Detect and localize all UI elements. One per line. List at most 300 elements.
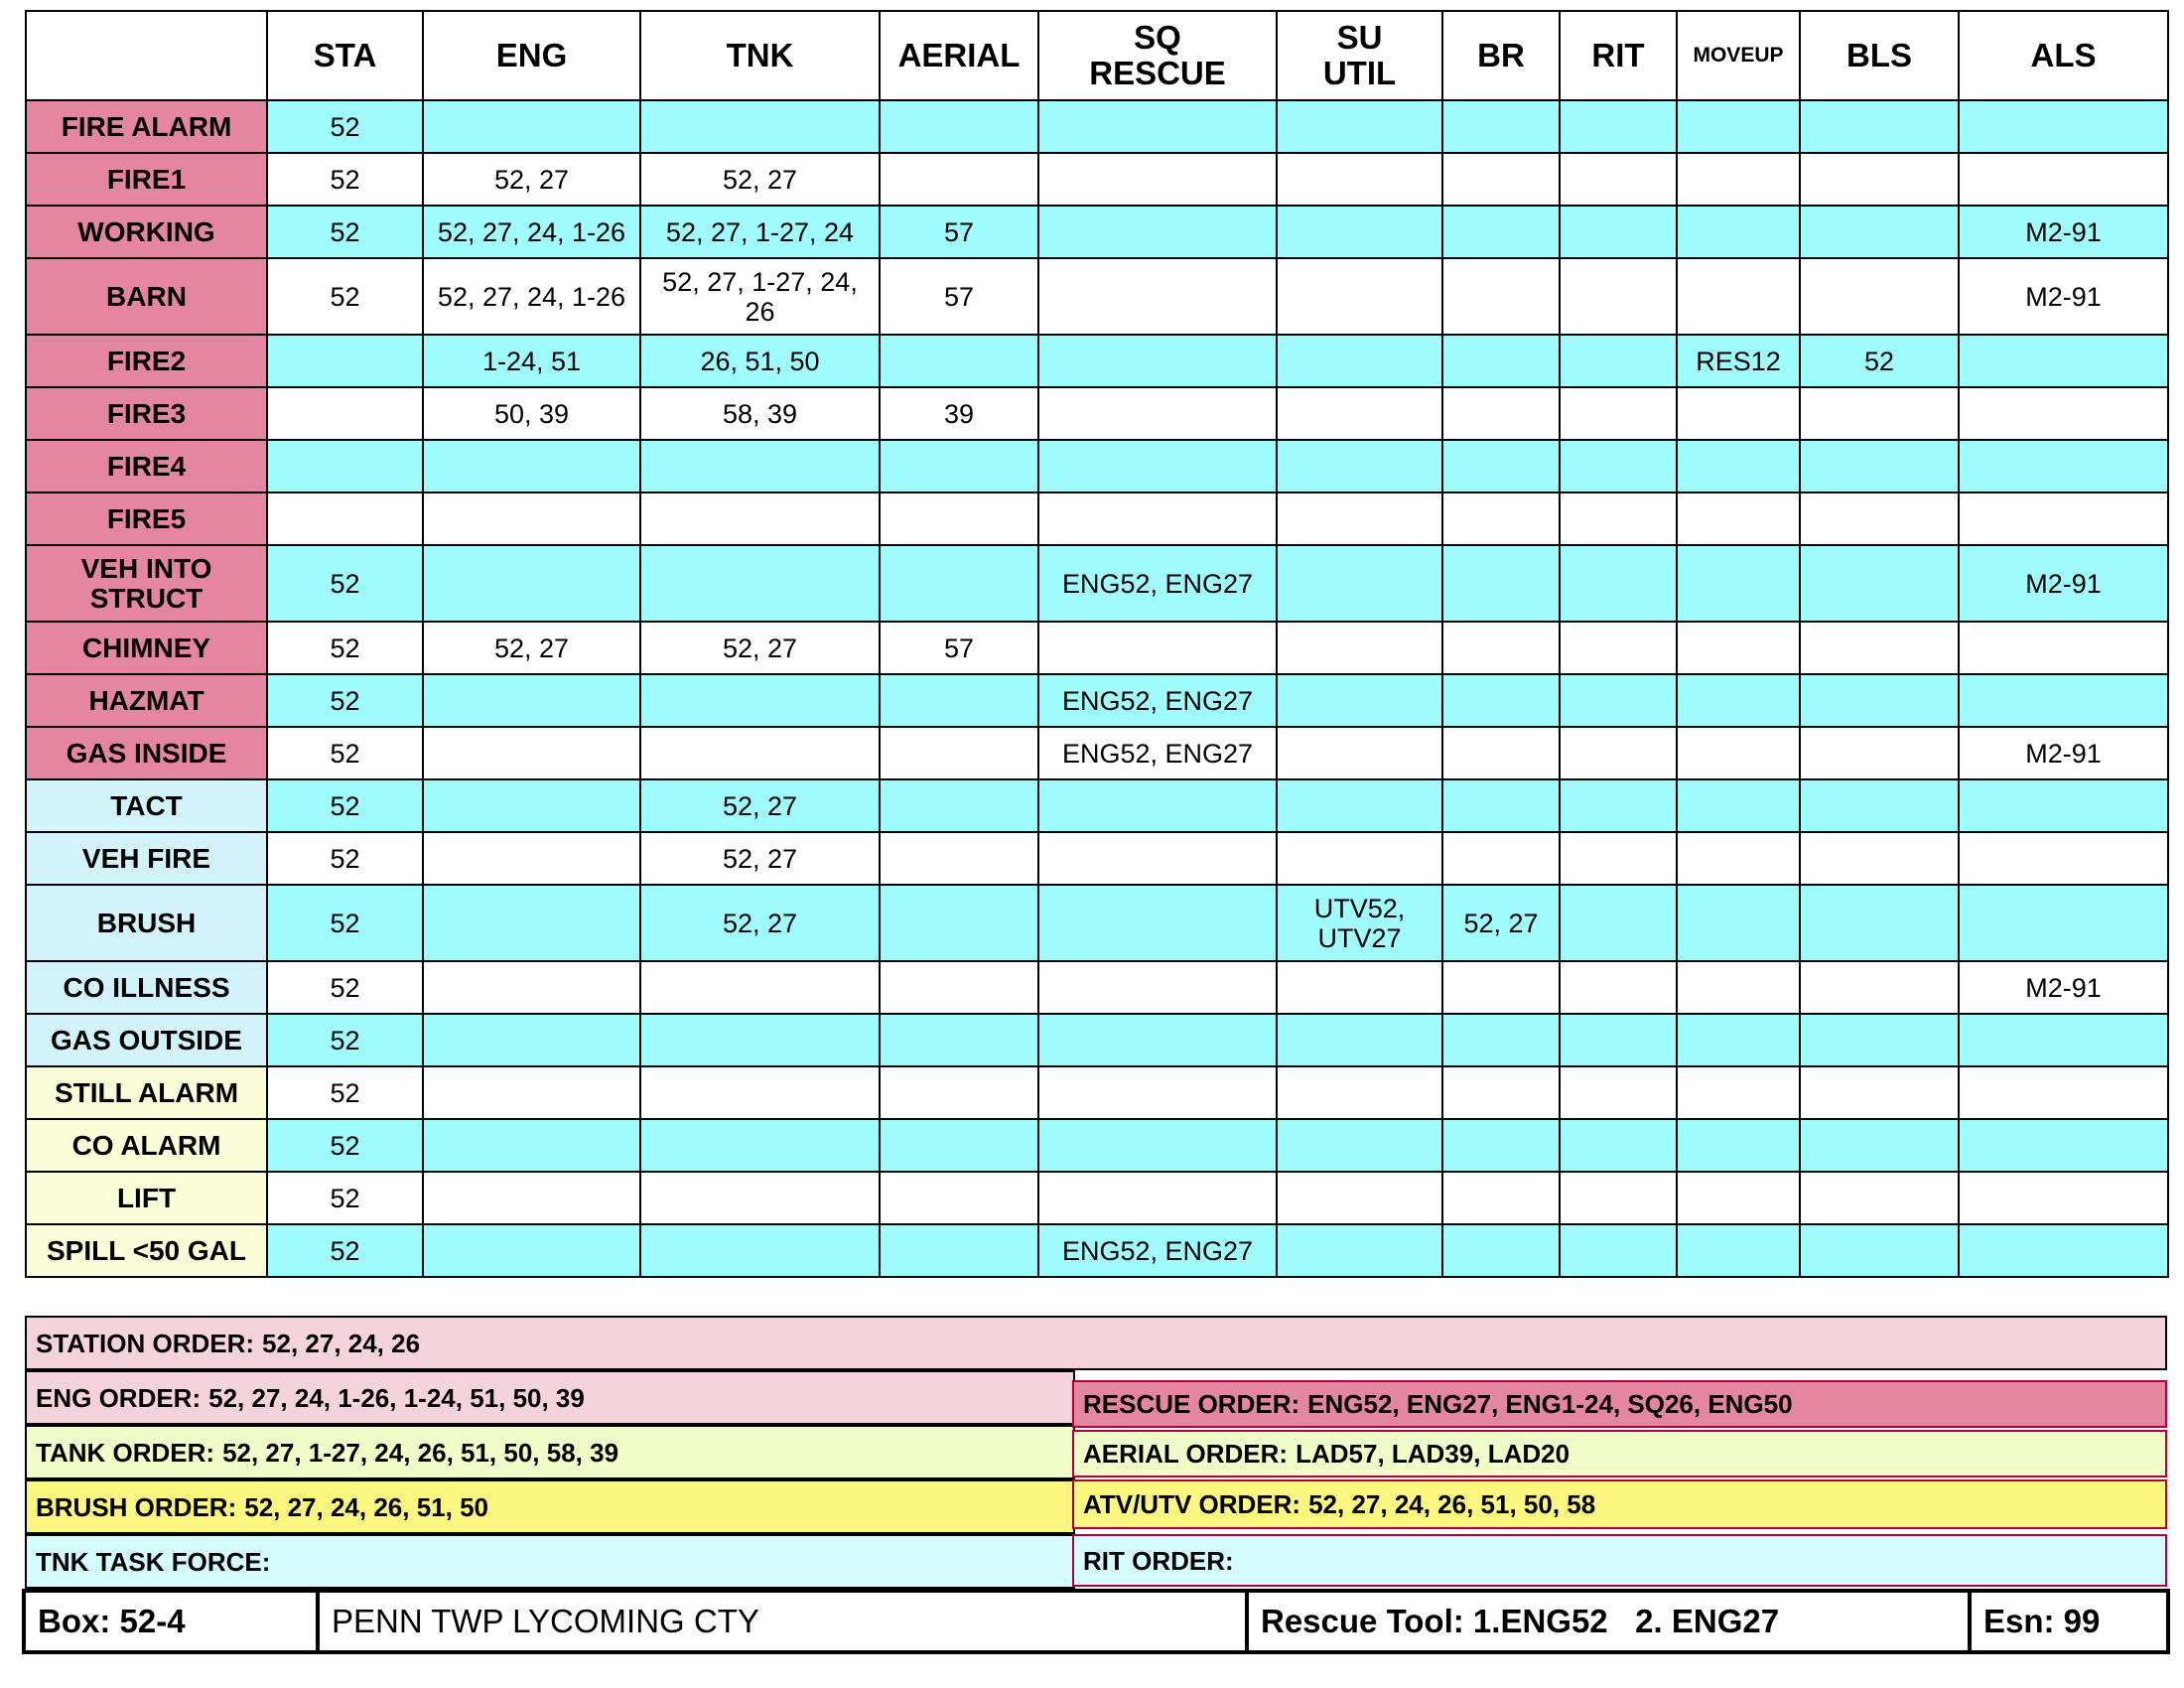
cell-moveup: [1677, 1224, 1800, 1277]
cell-rit: [1560, 1224, 1677, 1277]
cell-aerial: [880, 1119, 1038, 1172]
cell-eng: [423, 100, 640, 153]
cell-aerial: [880, 674, 1038, 727]
cell-sq: [1038, 1172, 1277, 1224]
cell-sq: [1038, 440, 1277, 492]
cell-sq: [1038, 206, 1277, 258]
cell-bls: [1800, 492, 1959, 545]
cell-bls: [1800, 387, 1959, 440]
cell-tnk: [640, 1119, 880, 1172]
cell-bls: [1800, 885, 1959, 961]
cell-sq: [1038, 961, 1277, 1014]
cell-sq: [1038, 100, 1277, 153]
station-order-label: STATION ORDER:: [36, 1328, 255, 1358]
cell-moveup: [1677, 727, 1800, 779]
cell-rit: [1560, 832, 1677, 885]
cell-moveup: [1677, 779, 1800, 832]
cell-tnk: 52, 27: [640, 622, 880, 674]
cell-sq: [1038, 779, 1277, 832]
cell-moveup: [1677, 440, 1800, 492]
cell-rit: [1560, 674, 1677, 727]
cell-br: [1442, 674, 1560, 727]
row-label: CO ILLNESS: [26, 961, 267, 1014]
station-order: [25, 1316, 2167, 1370]
table-row: [26, 1119, 2168, 1172]
cell-tnk: 52, 27: [640, 885, 880, 961]
table-row: [26, 1172, 2168, 1224]
cell-br: [1442, 779, 1560, 832]
cell-moveup: [1677, 492, 1800, 545]
cell-su: [1277, 206, 1442, 258]
tnk-task-force: [25, 1534, 1075, 1589]
table-row: [26, 492, 2168, 545]
cell-tnk: [640, 545, 880, 622]
station-order-value: 52, 27, 24, 26: [262, 1328, 421, 1358]
cell-rit: [1560, 153, 1677, 206]
table-row: [26, 832, 2168, 885]
cell-sq: [1038, 258, 1277, 335]
cell-als: M2-91: [1959, 961, 2168, 1014]
cell-aerial: 57: [880, 622, 1038, 674]
cell-als: [1959, 674, 2168, 727]
cell-moveup: [1677, 832, 1800, 885]
header-rit: RIT: [1560, 11, 1677, 100]
cell-rit: [1560, 779, 1677, 832]
cell-br: [1442, 727, 1560, 779]
cell-aerial: 57: [880, 258, 1038, 335]
cell-sq: [1038, 1014, 1277, 1066]
row-label: VEH FIRE: [26, 832, 267, 885]
cell-rit: [1560, 206, 1677, 258]
cell-su: [1277, 258, 1442, 335]
cell-als: [1959, 100, 2168, 153]
row-label: SPILL <50 GAL: [26, 1224, 267, 1277]
cell-eng: 52, 27: [423, 622, 640, 674]
cell-br: [1442, 1066, 1560, 1119]
header-bls: BLS: [1800, 11, 1959, 100]
cell-br: [1442, 1224, 1560, 1277]
tank-order: [25, 1425, 1075, 1479]
cell-als: [1959, 335, 2168, 387]
cell-bls: [1800, 1066, 1959, 1119]
header-als: ALS: [1959, 11, 2168, 100]
rescue-tool: Rescue Tool: 1.ENG52 2. ENG27: [1245, 1593, 1968, 1650]
table-row: [26, 727, 2168, 779]
row-label: CHIMNEY: [26, 622, 267, 674]
cell-moveup: [1677, 387, 1800, 440]
cell-rit: [1560, 387, 1677, 440]
row-label: CO ALARM: [26, 1119, 267, 1172]
cell-eng: [423, 1172, 640, 1224]
cell-su: [1277, 1119, 1442, 1172]
cell-bls: [1800, 206, 1959, 258]
cell-su: [1277, 100, 1442, 153]
cell-als: [1959, 622, 2168, 674]
header-su-util: SU UTIL: [1277, 11, 1442, 100]
brush-order-label: BRUSH ORDER:: [36, 1491, 237, 1522]
cell-sq: ENG52, ENG27: [1038, 1224, 1277, 1277]
rescue-order-label: RESCUE ORDER:: [1083, 1389, 1300, 1419]
cell-sta: 52: [267, 961, 423, 1014]
cell-bls: [1800, 153, 1959, 206]
cell-eng: [423, 961, 640, 1014]
cell-moveup: [1677, 206, 1800, 258]
area-name: PENN TWP LYCOMING CTY: [316, 1593, 1245, 1650]
cell-su: [1277, 492, 1442, 545]
cell-br: [1442, 258, 1560, 335]
cell-eng: [423, 727, 640, 779]
cell-eng: 52, 27, 24, 1-26: [423, 206, 640, 258]
footer-bar: [22, 1589, 2170, 1654]
row-label: WORKING: [26, 206, 267, 258]
table-row: [26, 961, 2168, 1014]
cell-als: [1959, 1172, 2168, 1224]
cell-br: [1442, 206, 1560, 258]
cell-sta: 52: [267, 1172, 423, 1224]
cell-bls: 52: [1800, 335, 1959, 387]
cell-br: [1442, 440, 1560, 492]
cell-moveup: [1677, 100, 1800, 153]
row-label: FIRE4: [26, 440, 267, 492]
cell-sta: 52: [267, 1119, 423, 1172]
eng-order-label: ENG ORDER:: [36, 1382, 202, 1413]
row-label: HAZMAT: [26, 674, 267, 727]
table-row: [26, 779, 2168, 832]
cell-als: [1959, 387, 2168, 440]
cell-als: [1959, 1066, 2168, 1119]
cell-bls: [1800, 832, 1959, 885]
cell-als: M2-91: [1959, 206, 2168, 258]
cell-rit: [1560, 492, 1677, 545]
cell-bls: [1800, 727, 1959, 779]
cell-br: [1442, 622, 1560, 674]
cell-bls: [1800, 440, 1959, 492]
cell-sq: ENG52, ENG27: [1038, 727, 1277, 779]
cell-rit: [1560, 1172, 1677, 1224]
cell-tnk: 52, 27: [640, 832, 880, 885]
cell-als: [1959, 885, 2168, 961]
cell-aerial: [880, 492, 1038, 545]
cell-su: [1277, 622, 1442, 674]
cell-sta: [267, 387, 423, 440]
table-row: [26, 622, 2168, 674]
cell-sta: 52: [267, 1066, 423, 1119]
cell-aerial: [880, 1066, 1038, 1119]
cell-rit: [1560, 545, 1677, 622]
row-label: FIRE5: [26, 492, 267, 545]
cell-rit: [1560, 258, 1677, 335]
cell-eng: 52, 27, 24, 1-26: [423, 258, 640, 335]
cell-rit: [1560, 961, 1677, 1014]
cell-als: [1959, 153, 2168, 206]
aerial-order: [1072, 1430, 2167, 1477]
cell-su: [1277, 153, 1442, 206]
tank-order-value: 52, 27, 1-27, 24, 26, 51, 50, 58, 39: [222, 1437, 619, 1468]
cell-aerial: [880, 727, 1038, 779]
aerial-order-label: AERIAL ORDER:: [1083, 1439, 1289, 1469]
cell-moveup: [1677, 961, 1800, 1014]
cell-als: [1959, 440, 2168, 492]
cell-br: [1442, 1014, 1560, 1066]
cell-tnk: 52, 27, 1-27, 24, 26: [640, 258, 880, 335]
cell-tnk: [640, 440, 880, 492]
cell-sta: [267, 492, 423, 545]
cell-tnk: [640, 492, 880, 545]
cell-tnk: [640, 1172, 880, 1224]
cell-br: [1442, 1172, 1560, 1224]
cell-als: M2-91: [1959, 258, 2168, 335]
cell-moveup: [1677, 1119, 1800, 1172]
cell-bls: [1800, 545, 1959, 622]
table-row: [26, 885, 2168, 961]
cell-moveup: [1677, 1066, 1800, 1119]
cell-br: [1442, 961, 1560, 1014]
header-aerial: AERIAL: [880, 11, 1038, 100]
aerial-order-value: LAD57, LAD39, LAD20: [1296, 1439, 1570, 1469]
cell-br: [1442, 492, 1560, 545]
cell-als: M2-91: [1959, 545, 2168, 622]
cell-br: [1442, 387, 1560, 440]
cell-sta: 52: [267, 885, 423, 961]
cell-br: [1442, 100, 1560, 153]
cell-moveup: [1677, 674, 1800, 727]
cell-tnk: 52, 27, 1-27, 24: [640, 206, 880, 258]
cell-moveup: [1677, 885, 1800, 961]
cell-br: [1442, 1119, 1560, 1172]
cell-aerial: [880, 440, 1038, 492]
cell-rit: [1560, 1014, 1677, 1066]
cell-aerial: 39: [880, 387, 1038, 440]
cell-bls: [1800, 1172, 1959, 1224]
row-label: FIRE1: [26, 153, 267, 206]
cell-sta: 52: [267, 206, 423, 258]
cell-sq: [1038, 492, 1277, 545]
header-eng: ENG: [423, 11, 640, 100]
cell-moveup: [1677, 1172, 1800, 1224]
brush-order-value: 52, 27, 24, 26, 51, 50: [244, 1491, 488, 1522]
header-tnk: TNK: [640, 11, 880, 100]
cell-tnk: [640, 100, 880, 153]
cell-als: [1959, 492, 2168, 545]
table-row: [26, 1224, 2168, 1277]
cell-su: [1277, 961, 1442, 1014]
cell-su: [1277, 335, 1442, 387]
cell-rit: [1560, 885, 1677, 961]
cell-aerial: [880, 1014, 1038, 1066]
cell-sta: 52: [267, 545, 423, 622]
eng-order: [25, 1370, 1075, 1425]
esn-number: Esn: 99: [1968, 1593, 2166, 1650]
cell-als: [1959, 1014, 2168, 1066]
cell-moveup: [1677, 1014, 1800, 1066]
cell-rit: [1560, 335, 1677, 387]
row-label: STILL ALARM: [26, 1066, 267, 1119]
header-sta: STA: [267, 11, 423, 100]
cell-sq: [1038, 1119, 1277, 1172]
cell-eng: 52, 27: [423, 153, 640, 206]
row-label: BARN: [26, 258, 267, 335]
cell-eng: [423, 545, 640, 622]
atv-utv-order-label: ATV/UTV ORDER:: [1083, 1489, 1301, 1519]
cell-sta: 52: [267, 622, 423, 674]
table-row: [26, 545, 2168, 622]
table-row: [26, 1066, 2168, 1119]
row-label: VEH INTO STRUCT: [26, 545, 267, 622]
cell-br: [1442, 153, 1560, 206]
cell-moveup: [1677, 258, 1800, 335]
tnk-task-force-label: TNK TASK FORCE:: [36, 1546, 271, 1577]
cell-su: [1277, 440, 1442, 492]
header-corner: [26, 11, 267, 100]
cell-aerial: [880, 832, 1038, 885]
cell-sq: [1038, 1066, 1277, 1119]
table-row: [26, 674, 2168, 727]
cell-aerial: [880, 1172, 1038, 1224]
row-label: GAS INSIDE: [26, 727, 267, 779]
cell-eng: [423, 885, 640, 961]
rit-order: [1072, 1534, 2167, 1587]
cell-br: [1442, 545, 1560, 622]
cell-sta: [267, 335, 423, 387]
rescue-order-value: ENG52, ENG27, ENG1-24, SQ26, ENG50: [1307, 1389, 1793, 1419]
cell-eng: [423, 832, 640, 885]
cell-sta: [267, 440, 423, 492]
cell-br: [1442, 832, 1560, 885]
cell-moveup: [1677, 545, 1800, 622]
row-label: TACT: [26, 779, 267, 832]
cell-sta: 52: [267, 258, 423, 335]
cell-moveup: RES12: [1677, 335, 1800, 387]
cell-tnk: [640, 1224, 880, 1277]
cell-eng: [423, 779, 640, 832]
row-label: FIRE3: [26, 387, 267, 440]
cell-tnk: [640, 961, 880, 1014]
cell-su: [1277, 674, 1442, 727]
cell-rit: [1560, 440, 1677, 492]
cell-su: [1277, 1224, 1442, 1277]
cell-als: [1959, 779, 2168, 832]
row-label: FIRE2: [26, 335, 267, 387]
cell-br: [1442, 335, 1560, 387]
table-row: [26, 440, 2168, 492]
table-row: [26, 387, 2168, 440]
row-label: FIRE ALARM: [26, 100, 267, 153]
cell-su: [1277, 1014, 1442, 1066]
cell-bls: [1800, 1014, 1959, 1066]
cell-eng: [423, 1224, 640, 1277]
response-grid: [25, 10, 2169, 1278]
rit-order-label: RIT ORDER:: [1083, 1545, 1234, 1576]
cell-sq: [1038, 832, 1277, 885]
cell-moveup: [1677, 622, 1800, 674]
cell-su: UTV52, UTV27: [1277, 885, 1442, 961]
cell-su: [1277, 387, 1442, 440]
cell-aerial: [880, 153, 1038, 206]
cell-rit: [1560, 100, 1677, 153]
cell-bls: [1800, 258, 1959, 335]
cell-tnk: [640, 1066, 880, 1119]
cell-su: [1277, 727, 1442, 779]
cell-su: [1277, 779, 1442, 832]
cell-aerial: [880, 779, 1038, 832]
cell-tnk: 58, 39: [640, 387, 880, 440]
cell-sq: ENG52, ENG27: [1038, 674, 1277, 727]
box-number: Box: 52-4: [38, 1603, 186, 1639]
cell-su: [1277, 1172, 1442, 1224]
cell-rit: [1560, 1119, 1677, 1172]
rescue-order: [1072, 1380, 2167, 1428]
cell-aerial: [880, 545, 1038, 622]
cell-sta: 52: [267, 100, 423, 153]
cell-su: [1277, 545, 1442, 622]
cell-sta: 52: [267, 1014, 423, 1066]
cell-bls: [1800, 779, 1959, 832]
table-row: [26, 153, 2168, 206]
cell-su: [1277, 832, 1442, 885]
row-label: BRUSH: [26, 885, 267, 961]
cell-aerial: [880, 961, 1038, 1014]
brush-order: [25, 1479, 1075, 1534]
cell-sta: 52: [267, 832, 423, 885]
row-label: GAS OUTSIDE: [26, 1014, 267, 1066]
cell-sq: [1038, 153, 1277, 206]
cell-eng: 1-24, 51: [423, 335, 640, 387]
cell-sq: [1038, 335, 1277, 387]
cell-sq: ENG52, ENG27: [1038, 545, 1277, 622]
cell-aerial: [880, 335, 1038, 387]
cell-sta: 52: [267, 727, 423, 779]
cell-eng: 50, 39: [423, 387, 640, 440]
cell-aerial: [880, 1224, 1038, 1277]
cell-eng: [423, 674, 640, 727]
tank-order-label: TANK ORDER:: [36, 1437, 215, 1468]
cell-sta: 52: [267, 674, 423, 727]
cell-eng: [423, 492, 640, 545]
cell-sta: 52: [267, 153, 423, 206]
cell-sq: [1038, 885, 1277, 961]
header-moveup: MOVEUP: [1677, 11, 1800, 100]
row-label: LIFT: [26, 1172, 267, 1224]
atv-utv-order-value: 52, 27, 24, 26, 51, 50, 58: [1308, 1489, 1596, 1519]
table-row: [26, 1014, 2168, 1066]
header-br: BR: [1442, 11, 1560, 100]
cell-br: 52, 27: [1442, 885, 1560, 961]
table-row: [26, 100, 2168, 153]
cell-als: [1959, 1119, 2168, 1172]
cell-als: [1959, 832, 2168, 885]
cell-aerial: 57: [880, 206, 1038, 258]
cell-eng: [423, 1014, 640, 1066]
cell-tnk: 52, 27: [640, 153, 880, 206]
atv-utv-order: [1072, 1479, 2167, 1529]
cell-bls: [1800, 1224, 1959, 1277]
cell-rit: [1560, 1066, 1677, 1119]
cell-bls: [1800, 674, 1959, 727]
header-row: [26, 11, 2168, 100]
cell-bls: [1800, 961, 1959, 1014]
cell-eng: [423, 440, 640, 492]
cell-rit: [1560, 727, 1677, 779]
cell-sq: [1038, 622, 1277, 674]
cell-moveup: [1677, 153, 1800, 206]
table-row: [26, 258, 2168, 335]
cell-als: [1959, 1224, 2168, 1277]
cell-tnk: 26, 51, 50: [640, 335, 880, 387]
cell-su: [1277, 1066, 1442, 1119]
cell-tnk: 52, 27: [640, 779, 880, 832]
table-row: [26, 206, 2168, 258]
cell-sq: [1038, 387, 1277, 440]
